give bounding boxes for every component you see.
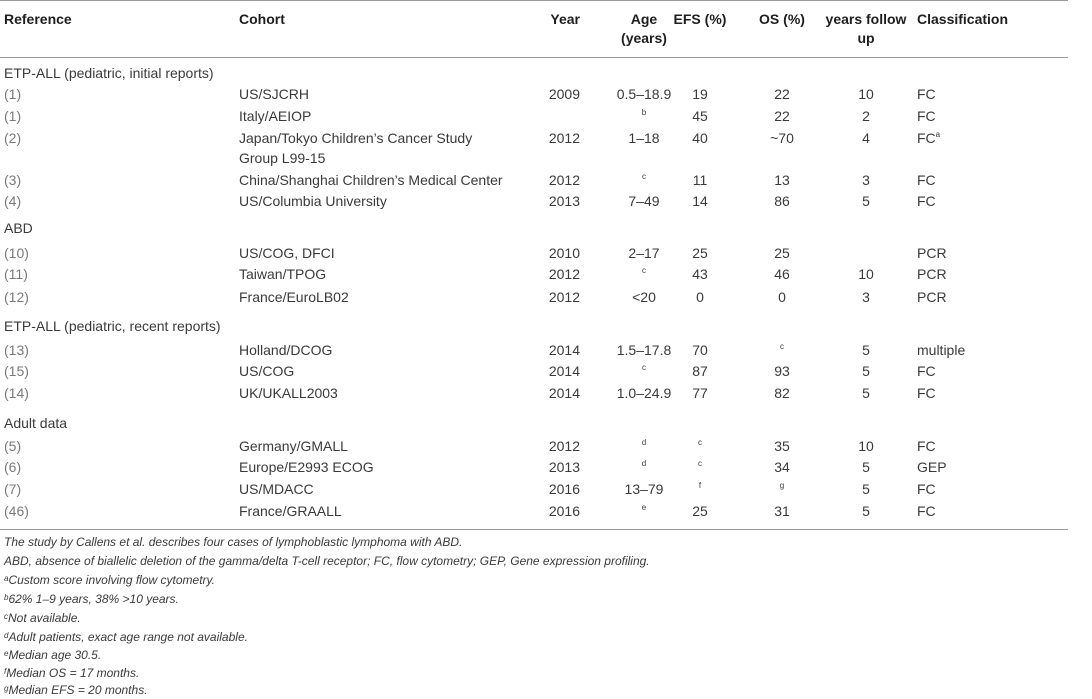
footnote-mark: c [698, 459, 702, 468]
cell-reference: (1) [4, 86, 22, 102]
cell-efs: 11 [692, 172, 708, 188]
cell-reference: (14) [4, 385, 29, 401]
cell-cohort: Germany/GMALL [239, 438, 348, 454]
cell-age: 7–49 [628, 193, 660, 209]
cell-reference: (10) [4, 245, 29, 261]
cell-year: 2010 [548, 245, 580, 261]
header-rule [0, 57, 1068, 58]
cell-classification: FC [917, 108, 936, 124]
cell-efs: 25 [692, 245, 708, 261]
footnote-text: Median age 30.5. [8, 648, 102, 662]
footnote-abbreviations: ABD, absence of biallelic deletion of the gamma/delta T-cell receptor; FC, flow cytometry; GEP, Gene expression profiling. [4, 554, 650, 568]
table-row [0, 170, 1068, 190]
cell-os: 0 [778, 289, 786, 305]
header-efs: EFS (%) [673, 11, 727, 27]
cell-os: ~70 [770, 130, 794, 146]
cell-cohort: Taiwan/TPOG [239, 266, 327, 282]
cell-efs [672, 479, 728, 502]
table-row [0, 106, 1068, 126]
footnote-text: Adult patients, exact age range not available. [8, 630, 248, 644]
cell-year: 2012 [548, 289, 580, 305]
cell-reference: (12) [4, 289, 29, 305]
table-row [0, 340, 1068, 360]
table-row [0, 361, 1068, 381]
cell-os: 25 [774, 245, 790, 261]
cell-year: 2016 [548, 503, 580, 519]
cell-reference: (7) [4, 481, 22, 497]
footnote-a [4, 571, 215, 589]
group-heading: ETP-ALL (pediatric, initial reports) [4, 65, 214, 81]
cell-efs: 87 [692, 363, 708, 379]
header-age-line1: Age [630, 11, 658, 27]
footnote-mark: b [4, 593, 9, 602]
cell-classification: FC [917, 385, 936, 401]
cell-os: 86 [774, 193, 790, 209]
cell-cohort [239, 128, 529, 168]
cell-reference: (5) [4, 438, 22, 454]
header-os: OS (%) [759, 11, 805, 27]
cell-age [608, 361, 680, 384]
top-rule [0, 0, 1068, 1]
cell-os: 46 [774, 266, 790, 282]
cell-reference: (13) [4, 342, 29, 358]
footnote-mark: g [779, 481, 785, 490]
cell-cohort: US/MDACC [239, 481, 314, 497]
cell-efs: 14 [692, 193, 708, 209]
cell-classification-text: FC [917, 130, 936, 146]
cell-classification [917, 128, 940, 151]
cell-cohort: France/EuroLB02 [239, 289, 349, 305]
footnote-mark: f [4, 667, 7, 676]
cell-cohort: US/SJCRH [239, 86, 310, 102]
cell-classification: FC [917, 193, 936, 209]
cell-follow-up: 3 [862, 172, 870, 188]
cell-efs: 0 [696, 289, 704, 305]
cell-os [750, 340, 814, 363]
table-row [0, 191, 1068, 211]
cell-follow-up: 5 [862, 363, 870, 379]
table-row [0, 436, 1068, 456]
table-row [0, 501, 1068, 521]
header-follow-up [818, 10, 914, 48]
cell-classification: multiple [917, 342, 966, 358]
cell-age: 1.5–17.8 [616, 342, 672, 358]
footnote-mark: c [642, 363, 646, 372]
cell-age [608, 170, 680, 193]
footnote-c [4, 609, 81, 627]
cell-efs: 40 [692, 130, 708, 146]
cell-age [608, 501, 680, 524]
cell-age: <20 [632, 289, 656, 305]
cell-age [608, 264, 680, 287]
group-heading: ETP-ALL (pediatric, recent reports) [4, 318, 221, 334]
footnote-mark: d [4, 631, 9, 640]
cell-year: 2012 [548, 438, 580, 454]
cell-age: 1–18 [628, 130, 660, 146]
cell-os: 93 [774, 363, 790, 379]
footnote-mark: d [641, 459, 647, 468]
cell-follow-up: 5 [862, 503, 870, 519]
cell-age [608, 457, 680, 480]
header-fu-line2: up [857, 30, 875, 46]
footnote-f [4, 664, 139, 682]
footnote-mark: c [4, 612, 8, 621]
footnote-mark: c [780, 342, 784, 351]
cell-classification: PCR [917, 289, 947, 305]
group-heading: Adult data [4, 415, 68, 431]
footnote-mark: a [935, 130, 941, 139]
table-row [0, 84, 1068, 104]
cell-classification: FC [917, 503, 936, 519]
footnote-text: Median OS = 17 months. [6, 666, 140, 680]
cell-follow-up: 10 [858, 86, 874, 102]
table-row [0, 383, 1068, 403]
table-row [0, 457, 1068, 477]
cell-age: 13–79 [624, 481, 664, 497]
cell-os: 22 [774, 86, 790, 102]
footnote-g [4, 681, 148, 699]
cell-follow-up: 5 [862, 459, 870, 475]
cell-year: 2009 [548, 86, 580, 102]
cell-os: 35 [774, 438, 790, 454]
cell-cohort: France/GRAALL [239, 503, 342, 519]
cell-cohort: US/Columbia University [239, 193, 387, 209]
cell-os: 22 [774, 108, 790, 124]
cell-efs: 43 [692, 266, 708, 282]
table-row [0, 243, 1068, 263]
cell-os: 13 [774, 172, 790, 188]
footnote-mark: c [642, 266, 646, 275]
footnote-text: Custom score involving flow cytometry. [8, 573, 215, 587]
footnote-d [4, 628, 248, 646]
table-row [0, 287, 1068, 307]
footnote-mark: c [642, 172, 646, 181]
footnote-text: Not available. [8, 611, 81, 625]
cell-efs: 45 [692, 108, 708, 124]
header-fu-line1: years follow [825, 11, 907, 27]
cell-cohort-line1: Japan/Tokyo Children’s Cancer Study [239, 130, 473, 146]
cell-os: 31 [774, 503, 790, 519]
cell-cohort: Italy/AEIOP [239, 108, 312, 124]
cell-classification: PCR [917, 266, 947, 282]
cell-reference: (15) [4, 363, 29, 379]
header-year: Year [550, 11, 580, 27]
cell-follow-up: 10 [858, 438, 874, 454]
cell-classification: FC [917, 363, 936, 379]
footnote-mark: a [4, 574, 9, 583]
cell-efs: 25 [692, 503, 708, 519]
cell-reference: (1) [4, 108, 22, 124]
cell-year: 2014 [548, 385, 580, 401]
cell-age: 2–17 [628, 245, 660, 261]
cell-efs: 77 [692, 385, 708, 401]
cell-cohort: UK/UKALL2003 [239, 385, 338, 401]
cell-follow-up: 5 [862, 193, 870, 209]
footnote-mark: c [698, 438, 702, 447]
header-classification: Classification [917, 11, 1009, 27]
footnote-mark: b [641, 108, 647, 117]
cell-follow-up: 10 [858, 266, 874, 282]
footnote-text: Median EFS = 20 months. [8, 683, 148, 697]
cell-classification: GEP [917, 459, 947, 475]
cell-reference: (4) [4, 193, 22, 209]
table-row [0, 128, 1068, 168]
header-age-line2: (years) [621, 30, 667, 46]
footnote-mark: f [698, 481, 702, 490]
cell-cohort: Europe/E2993 ECOG [239, 459, 374, 475]
footnote-mark: g [4, 684, 9, 693]
cell-classification: FC [917, 481, 936, 497]
footnote-mark: e [641, 503, 647, 512]
cell-year: 2012 [548, 266, 580, 282]
cell-follow-up: 4 [862, 130, 870, 146]
cell-reference: (3) [4, 172, 22, 188]
footnote-mark: e [4, 649, 9, 658]
cell-year: 2016 [548, 481, 580, 497]
group-heading: ABD [4, 220, 33, 236]
cell-follow-up: 3 [862, 289, 870, 305]
table-row [0, 264, 1068, 284]
cell-age [608, 106, 680, 129]
cell-efs: 70 [692, 342, 708, 358]
bottom-rule [0, 529, 1068, 530]
header-reference: Reference [4, 11, 72, 27]
header-age [608, 10, 680, 48]
cell-cohort: Holland/DCOG [239, 342, 333, 358]
cell-reference: (6) [4, 459, 22, 475]
cell-os: 34 [774, 459, 790, 475]
cell-classification: FC [917, 86, 936, 102]
cell-reference: (46) [4, 503, 29, 519]
cell-cohort: US/COG [239, 363, 295, 379]
cell-cohort: US/COG, DFCI [239, 245, 335, 261]
footnote-e [4, 646, 101, 664]
cell-year: 2014 [548, 342, 580, 358]
cell-efs: 19 [692, 86, 708, 102]
cell-os [750, 479, 814, 502]
footnote-text: 62% 1–9 years, 38% >10 years. [8, 592, 179, 606]
cell-year: 2014 [548, 363, 580, 379]
cell-reference: (11) [4, 266, 28, 282]
cell-follow-up: 5 [862, 342, 870, 358]
cell-classification: PCR [917, 245, 947, 261]
cell-os: 82 [774, 385, 790, 401]
cell-classification: FC [917, 438, 936, 454]
cell-reference: (2) [4, 130, 22, 146]
footnote-b [4, 590, 179, 608]
footnote-study: The study by Callens et al. describes four cases of lymphoblastic lymphoma with ABD. [4, 535, 463, 549]
cell-year: 2013 [548, 459, 580, 475]
cell-year: 2012 [548, 172, 580, 188]
cell-classification: FC [917, 172, 936, 188]
cell-cohort-line2: Group L99-15 [239, 150, 326, 166]
cell-year: 2012 [548, 130, 580, 146]
cell-cohort: China/Shanghai Children’s Medical Center [239, 172, 503, 188]
cell-follow-up: 5 [862, 385, 870, 401]
header-cohort: Cohort [239, 11, 285, 27]
cell-follow-up: 2 [862, 108, 870, 124]
footnote-mark: d [641, 438, 647, 447]
cell-age: 0.5–18.9 [616, 86, 672, 102]
cell-age: 1.0–24.9 [616, 385, 672, 401]
cell-follow-up: 5 [862, 481, 870, 497]
table-row [0, 479, 1068, 499]
cell-year: 2013 [548, 193, 580, 209]
